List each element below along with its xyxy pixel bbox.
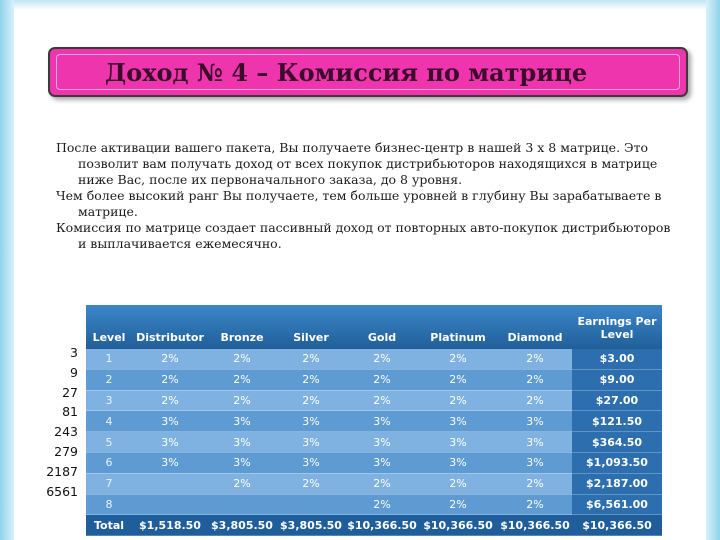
table-row (86, 369, 662, 390)
percent-cell: 3% (132, 452, 208, 473)
level-count: 27 (62, 384, 78, 400)
percent-cell: 3% (418, 452, 498, 473)
percent-cell: 3% (208, 432, 276, 453)
total-cell: $10,366.50 (572, 515, 662, 536)
percent-cell: 2% (346, 390, 418, 411)
percent-cell (208, 494, 276, 515)
percent-cell: 2% (276, 390, 346, 411)
percent-cell: 3% (132, 432, 208, 453)
percent-cell: 2% (418, 473, 498, 494)
level-count: 279 (54, 443, 78, 459)
header-earnings-per-level: Earnings Per Level (572, 305, 662, 349)
header-gold: Gold (346, 305, 418, 349)
page-title: Доход № 4 – Комиссия по матрице (104, 58, 588, 87)
level-count: 3 (70, 345, 78, 360)
header-diamond: Diamond (498, 305, 572, 349)
percent-cell: 2% (418, 390, 498, 411)
paragraph-passive-income: Комиссия по матрице создает пассивный доход от повторных авто-покупок дистрибьюторов и выплачивается ежемесячно. (56, 220, 671, 251)
percent-cell: 3% (276, 411, 346, 432)
table-row (86, 390, 662, 411)
paragraph-rank: Чем более высокий ранг Вы получаете, тем больше уровней в глубину Вы зарабатываете в матрице. (56, 188, 662, 219)
earnings-cell: $1,093.50 (572, 452, 662, 473)
percent-cell: 2% (346, 349, 418, 369)
percent-cell: 2% (276, 369, 346, 390)
earnings-cell: $6,561.00 (572, 494, 662, 515)
table-body (86, 349, 662, 536)
commission-table-container (86, 305, 662, 532)
total-label: Total (86, 515, 132, 536)
total-cell: $10,366.50 (418, 515, 498, 536)
percent-cell: 3% (276, 432, 346, 453)
header-silver: Silver (276, 305, 346, 349)
table-row (86, 494, 662, 515)
header-platinum: Platinum (418, 305, 498, 349)
percent-cell (132, 494, 208, 515)
table-row (86, 349, 662, 369)
percent-cell: 2% (276, 473, 346, 494)
table-row (86, 452, 662, 473)
percent-cell: 3% (346, 432, 418, 453)
percent-cell: 2% (498, 349, 572, 369)
level-count: 6561 (46, 483, 78, 499)
percent-cell: 2% (132, 349, 208, 369)
frame-top-border (0, 0, 720, 10)
level-count: 9 (70, 364, 78, 380)
percent-cell: 3% (418, 432, 498, 453)
percent-cell: 2% (498, 494, 572, 515)
percent-cell: 3% (498, 411, 572, 432)
total-cell: $10,366.50 (346, 515, 418, 536)
percent-cell: 2% (498, 390, 572, 411)
level-number-cell: 3 (86, 390, 132, 411)
table-total-row (86, 515, 662, 536)
earnings-cell: $9.00 (572, 369, 662, 390)
paragraph-activation: После активации вашего пакета, Вы получаете бизнес-центр в нашей 3 х 8 матрице. Это позволит вам получать доход от всех покупок дистрибьюторов находящихся в матрице ниже Вас, после их первоначального заказа, до 8 уровня. (56, 140, 658, 187)
earnings-cell: $3.00 (572, 349, 662, 369)
percent-cell: 3% (346, 411, 418, 432)
earnings-cell: $121.50 (572, 411, 662, 432)
percent-cell: 3% (418, 411, 498, 432)
level-number-cell: 7 (86, 473, 132, 494)
percent-cell: 2% (498, 473, 572, 494)
header-distributor: Distributor (132, 305, 208, 349)
total-cell: $10,366.50 (498, 515, 572, 536)
description-text (54, 140, 674, 252)
total-cell: $3,805.50 (208, 515, 276, 536)
level-count: 243 (54, 424, 78, 440)
level-number-cell: 6 (86, 452, 132, 473)
level-number-cell: 5 (86, 432, 132, 453)
percent-cell: 2% (346, 473, 418, 494)
level-number-cell: 2 (86, 369, 132, 390)
table-row (86, 473, 662, 494)
percent-cell: 3% (208, 411, 276, 432)
percent-cell: 3% (132, 411, 208, 432)
percent-cell (276, 494, 346, 515)
percent-cell: 2% (276, 349, 346, 369)
title-banner (48, 47, 688, 97)
total-cell: $3,805.50 (276, 515, 346, 536)
percent-cell: 2% (208, 369, 276, 390)
percent-cell: 3% (276, 452, 346, 473)
percent-cell: 2% (346, 369, 418, 390)
percent-cell: 3% (346, 452, 418, 473)
percent-cell: 2% (208, 349, 276, 369)
table-header-row (86, 305, 662, 349)
percent-cell: 2% (418, 494, 498, 515)
level-counts-column (38, 343, 78, 501)
total-cell: $1,518.50 (132, 515, 208, 536)
percent-cell: 3% (498, 432, 572, 453)
percent-cell: 2% (346, 494, 418, 515)
percent-cell: 3% (208, 452, 276, 473)
level-number-cell: 4 (86, 411, 132, 432)
percent-cell: 3% (498, 452, 572, 473)
level-count: 2187 (46, 463, 78, 479)
earnings-cell: $27.00 (572, 390, 662, 411)
level-count: 81 (62, 404, 78, 420)
table-row (86, 411, 662, 432)
header-level: Level (86, 305, 132, 349)
percent-cell: 2% (498, 369, 572, 390)
header-bronze: Bronze (208, 305, 276, 349)
frame-right-border (706, 0, 720, 540)
level-number-cell: 8 (86, 494, 132, 515)
percent-cell: 2% (208, 473, 276, 494)
percent-cell (132, 473, 208, 494)
earnings-cell: $2,187.00 (572, 473, 662, 494)
table-row (86, 432, 662, 453)
level-number-cell: 1 (86, 349, 132, 369)
percent-cell: 2% (132, 390, 208, 411)
commission-table (86, 305, 662, 536)
earnings-cell: $364.50 (572, 432, 662, 453)
percent-cell: 2% (418, 369, 498, 390)
percent-cell: 2% (418, 349, 498, 369)
percent-cell: 2% (132, 369, 208, 390)
percent-cell: 2% (208, 390, 276, 411)
frame-left-border (0, 0, 14, 540)
